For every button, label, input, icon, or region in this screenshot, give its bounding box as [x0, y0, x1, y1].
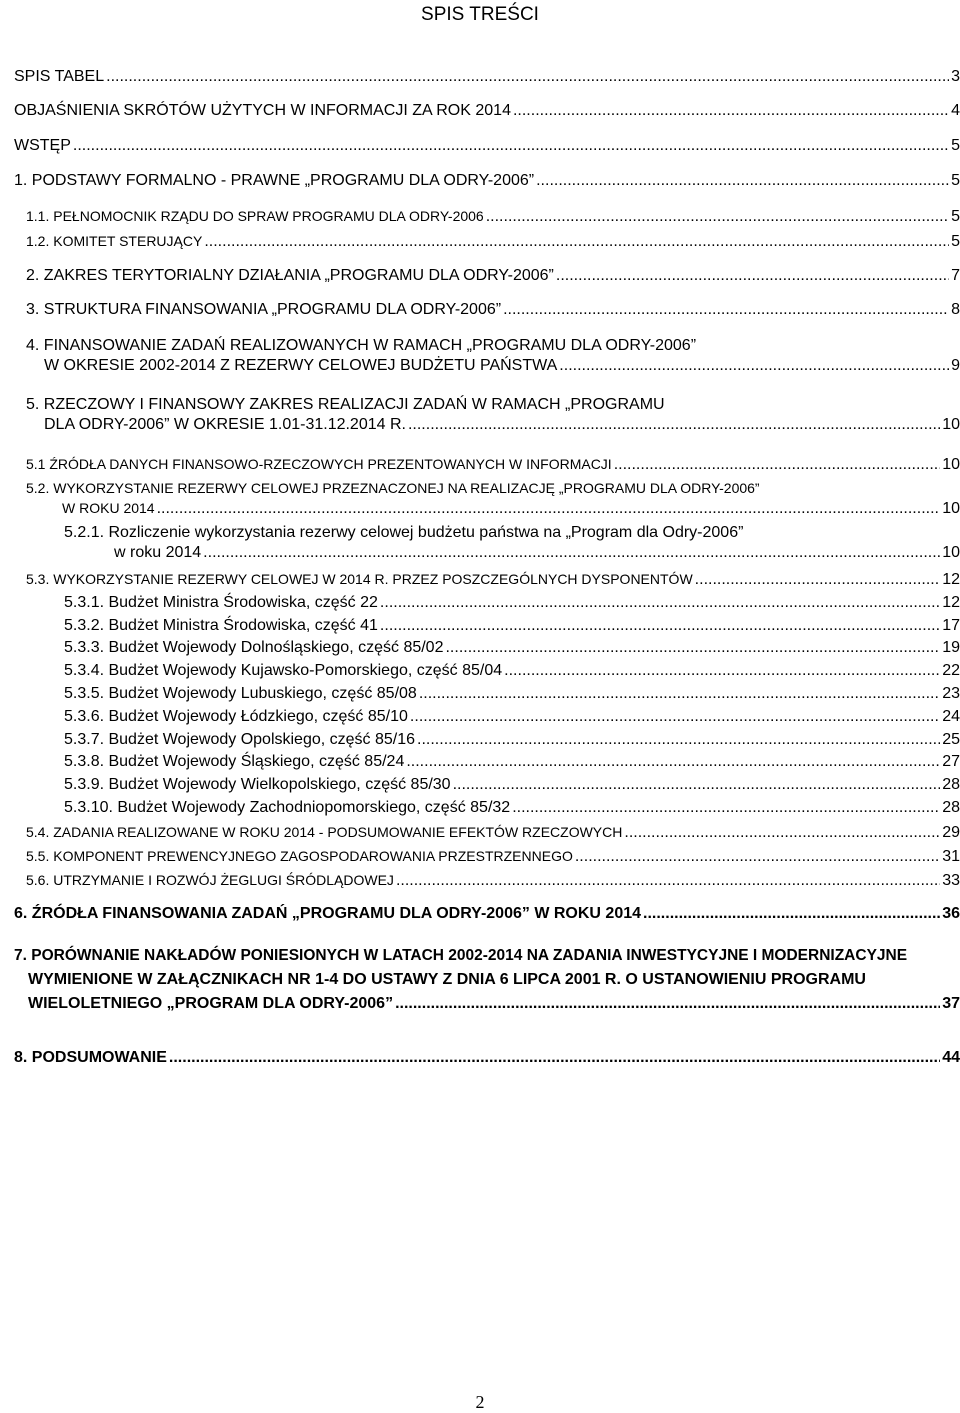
toc-entry-text: 5.3. WYKORZYSTANIE REZERWY CELOWEJ W 2014 R. PRZEZ POSZCZEGÓLNYCH DYSPONENTÓW	[26, 571, 693, 587]
toc-entry-page: 10	[942, 456, 960, 473]
toc-entry[interactable]	[26, 822, 960, 843]
toc-entry[interactable]	[64, 684, 960, 704]
leader-dots	[169, 1048, 940, 1068]
toc-entry[interactable]	[14, 904, 960, 924]
toc-entry-page: 36	[942, 905, 960, 922]
leader-dots	[559, 356, 949, 376]
toc-entry[interactable]	[64, 752, 960, 772]
leader-dots	[614, 455, 941, 475]
toc-entry-page: 24	[942, 708, 960, 725]
toc-entry-text: 5.6. UTRZYMANIE I ROZWÓJ ŻEGLUGI ŚRÓDLĄDOWEJ	[26, 872, 394, 888]
toc-entry-page: 12	[942, 571, 960, 588]
toc-entry-page: 9	[951, 357, 960, 374]
leader-dots	[408, 415, 940, 435]
toc-entry-page: 5	[951, 208, 960, 225]
toc-entry-text-line1: 5.2. WYKORZYSTANIE REZERWY CELOWEJ PRZEZNACZONEJ NA REALIZACJĘ „PROGRAMU DLA ODRY-2006”	[26, 480, 760, 496]
toc-entry[interactable]	[26, 231, 960, 252]
toc-entry-text: 8. PODSUMOWANIE	[14, 1049, 167, 1066]
toc-entry[interactable]	[14, 67, 960, 87]
toc-entry-text: 5.3.2. Budżet Ministra Środowiska, część 41	[64, 617, 378, 634]
toc-entry-text: 2. ZAKRES TERYTORIALNY DZIAŁANIA „PROGRAMU DLA ODRY-2006”	[26, 267, 554, 284]
toc-entry-page: 27	[942, 753, 960, 770]
leader-dots	[643, 904, 940, 924]
toc-entry[interactable]	[26, 569, 960, 590]
toc-entry[interactable]	[26, 395, 960, 435]
leader-dots	[380, 616, 940, 636]
toc-entry-page: 4	[951, 102, 960, 119]
leader-dots	[453, 775, 941, 795]
leader-dots	[504, 661, 940, 681]
toc-entry-text-line1: 4. FINANSOWANIE ZADAŃ REALIZOWANYCH W RAMACH „PROGRAMU DLA ODRY-2006”	[26, 337, 697, 354]
leader-dots	[512, 798, 940, 818]
toc-entry-text: 5.3.5. Budżet Wojewody Lubuskiego, część 85/08	[64, 685, 417, 702]
toc-entry[interactable]	[64, 593, 960, 613]
leader-dots	[396, 871, 940, 891]
toc-entry-page: 44	[942, 1049, 960, 1066]
leader-dots	[417, 730, 940, 750]
toc-entry-page: 23	[942, 685, 960, 702]
toc-entry-page: 7	[951, 267, 960, 284]
toc-entry[interactable]	[64, 638, 960, 658]
leader-dots	[106, 67, 949, 87]
toc-entry-text: WIELOLETNIEGO „PROGRAM DLA ODRY-2006”	[28, 995, 394, 1012]
toc-entry[interactable]	[64, 661, 960, 681]
leader-dots	[624, 823, 940, 843]
toc-entry[interactable]	[64, 798, 960, 818]
toc-entry-page: 31	[942, 848, 960, 865]
toc-entry[interactable]	[14, 1048, 960, 1068]
toc-entry[interactable]	[26, 846, 960, 867]
leader-dots	[503, 300, 949, 320]
toc-entry-page: 10	[942, 500, 960, 517]
toc-entry[interactable]	[14, 101, 960, 121]
toc-entry[interactable]	[64, 707, 960, 727]
toc-entry[interactable]	[14, 136, 960, 156]
toc-entry-page: 17	[942, 617, 960, 634]
toc-entry-page: 10	[942, 544, 960, 561]
toc-entry-text-line1: 5. RZECZOWY I FINANSOWY ZAKRES REALIZACJI ZADAŃ W RAMACH „PROGRAMU	[26, 396, 665, 413]
toc-entry-text: 1.2. KOMITET STERUJĄCY	[26, 233, 203, 249]
toc-entry-text: W OKRESIE 2002-2014 Z REZERWY CELOWEJ BUDŻETU PAŃSTWA	[44, 357, 558, 374]
toc-entry-text: 1.1. PEŁNOMOCNIK RZĄDU DO SPRAW PROGRAMU DLA ODRY-2006	[26, 208, 484, 224]
toc-entry[interactable]	[26, 478, 960, 519]
toc-entry-text: 5.3.7. Budżet Wojewody Opolskiego, część 85/16	[64, 731, 416, 748]
toc-entry-text: 5.3.4. Budżet Wojewody Kujawsko-Pomorskiego, część 85/04	[64, 662, 503, 679]
leader-dots	[203, 543, 940, 563]
leader-dots	[380, 593, 940, 613]
leader-dots	[486, 207, 949, 227]
toc-entry-page: 25	[942, 731, 960, 748]
toc-entry-page: 37	[942, 995, 960, 1012]
leader-dots	[395, 994, 940, 1014]
toc-entry-text: WSTĘP	[14, 137, 71, 154]
page-number: 2	[475, 1392, 485, 1412]
toc-entry[interactable]	[26, 454, 960, 475]
toc-entry-page: 3	[951, 68, 960, 85]
toc-entry-page: 5	[951, 137, 960, 154]
toc-entry-page: 8	[951, 301, 960, 318]
toc-entry-text: 5.1 ŹRÓDŁA DANYCH FINANSOWO-RZECZOWYCH PREZENTOWANYCH W INFORMACJI	[26, 456, 612, 472]
leader-dots	[513, 101, 949, 121]
leader-dots	[695, 570, 941, 590]
leader-dots	[73, 136, 949, 156]
toc-entry[interactable]	[64, 730, 960, 750]
toc-entry-text: 5.3.6. Budżet Wojewody Łódzkiego, część 85/10	[64, 708, 408, 725]
leader-dots	[406, 752, 940, 772]
toc-entry-text: 5.4. ZADANIA REALIZOWANE W ROKU 2014 - PODSUMOWANIE EFEKTÓW RZECZOWYCH	[26, 824, 623, 840]
toc-entry-text: 5.3.10. Budżet Wojewody Zachodniopomorskiego, część 85/32	[64, 799, 511, 816]
toc-entry-page: 5	[951, 233, 960, 250]
toc-entry[interactable]	[64, 775, 960, 795]
toc-entry-page: 10	[942, 416, 960, 433]
toc-entry-text: 6. ŹRÓDŁA FINANSOWANIA ZADAŃ „PROGRAMU DLA ODRY-2006” W ROKU 2014	[14, 905, 642, 922]
toc-entry-text: 5.5. KOMPONENT PREWENCYJNEGO ZAGOSPODAROWANIA PRZESTRZENNEGO	[26, 848, 573, 864]
toc-entry-text-line1: 5.2.1. Rozliczenie wykorzystania rezerwy celowej budżetu państwa na „Program dla Odry-2006”	[64, 524, 744, 541]
toc-entry[interactable]	[64, 616, 960, 636]
toc-entry-text: 5.3.8. Budżet Wojewody Śląskiego, część 85/24	[64, 753, 405, 770]
leader-dots	[556, 266, 949, 286]
page-title: SPIS TREŚCI	[421, 4, 539, 25]
toc-entry[interactable]	[14, 171, 960, 191]
toc-entry-text: DLA ODRY-2006” W OKRESIE 1.01-31.12.2014 R.	[44, 416, 406, 433]
toc-entry-page: 19	[942, 639, 960, 656]
toc-entry-page: 29	[942, 824, 960, 841]
toc-entry-text: OBJAŚNIENIA SKRÓTÓW UŻYTYCH W INFORMACJI ZA ROK 2014	[14, 102, 511, 119]
toc-entry-text: 3. STRUKTURA FINANSOWANIA „PROGRAMU DLA ODRY-2006”	[26, 301, 502, 318]
toc-entry-text: w roku 2014	[114, 544, 202, 561]
toc-entry[interactable]	[26, 870, 960, 891]
leader-dots	[157, 499, 941, 519]
toc-entry[interactable]	[26, 300, 960, 320]
toc-entry-text: 1. PODSTAWY FORMALNO - PRAWNE „PROGRAMU DLA ODRY-2006”	[14, 172, 535, 189]
leader-dots	[536, 171, 949, 191]
toc-entry[interactable]	[26, 266, 960, 286]
toc-entry[interactable]	[26, 206, 960, 227]
toc-entry[interactable]	[26, 336, 960, 376]
leader-dots	[419, 684, 940, 704]
toc-entry-text-line2: WYMIENIONE W ZAŁĄCZNIKACH NR 1-4 DO USTAWY Z DNIA 6 LIPCA 2001 R. O USTANOWIENIU PROGRAMU	[28, 971, 866, 988]
toc-entry-page: 5	[951, 172, 960, 189]
toc-entry-text: SPIS TABEL	[14, 68, 105, 85]
toc-entry[interactable]	[64, 523, 960, 563]
toc-entry-text: W ROKU 2014	[62, 500, 155, 516]
toc-entry-page: 28	[942, 776, 960, 793]
leader-dots	[410, 707, 940, 727]
toc-entry-page: 28	[942, 799, 960, 816]
toc-entry-page: 33	[942, 872, 960, 889]
toc-entry-text: 5.3.9. Budżet Wojewody Wielkopolskiego, część 85/30	[64, 776, 451, 793]
toc-entry-page: 22	[942, 662, 960, 679]
toc-entry-page: 12	[942, 594, 960, 611]
leader-dots	[445, 638, 940, 658]
leader-dots	[204, 232, 949, 252]
toc-entry-text-line1: 7. PORÓWNANIE NAKŁADÓW PONIESIONYCH W LATACH 2002-2014 NA ZADANIA INWESTYCYJNE I MODERNIZACYJNE	[14, 947, 908, 964]
leader-dots	[575, 847, 940, 867]
toc-entry[interactable]	[14, 946, 960, 1014]
toc-entry-text: 5.3.1. Budżet Ministra Środowiska, część 22	[64, 594, 378, 611]
toc-entry-text: 5.3.3. Budżet Wojewody Dolnośląskiego, część 85/02	[64, 639, 444, 656]
